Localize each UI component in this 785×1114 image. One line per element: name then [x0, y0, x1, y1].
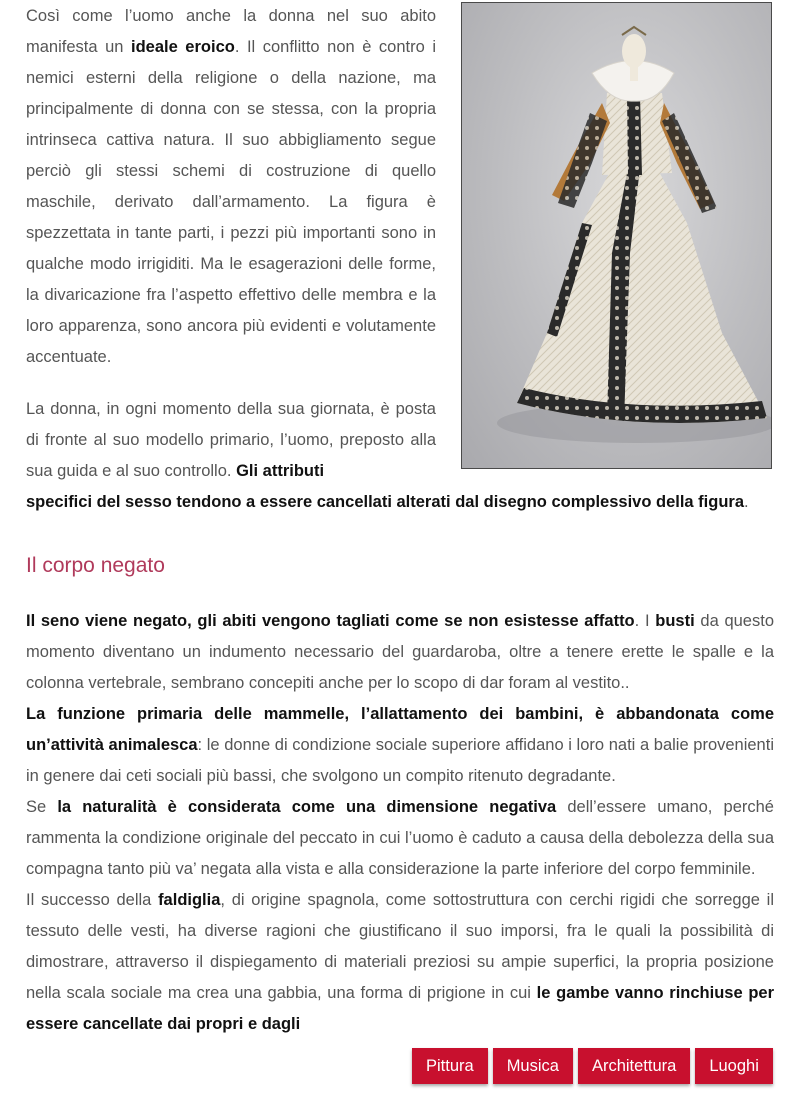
body-text-2: : le donne di condizione sociale superiore affidano i loro nati a balie provenienti in genere dai ceti sociali più bassi, che svolgono un compito ritenuto degradante.: [26, 736, 774, 785]
nav-button-architettura[interactable]: Architettura: [578, 1048, 690, 1084]
second-paragraph: [26, 394, 774, 518]
second-text-end: .: [744, 493, 749, 511]
body-text-1a: . I: [634, 612, 656, 630]
nav-button-luoghi[interactable]: Luoghi: [695, 1048, 773, 1084]
intro-paragraph: [26, 1, 436, 373]
body-bold-faldiglia: faldiglia: [158, 891, 221, 909]
second-bold-1: Gli attributi: [236, 462, 325, 480]
second-paragraph-lead: [26, 394, 436, 487]
intro-bold-ideale-eroico: ideale eroico: [130, 38, 235, 56]
body-text-3a: Se: [26, 798, 58, 816]
second-bold-2: specifici del sesso tendono a essere cancellati alterati dal disegno complessivo della figura: [26, 493, 745, 511]
body-paragraph-2: [26, 699, 774, 792]
body-paragraph-4: [26, 885, 774, 1040]
section-body: [26, 606, 774, 1040]
body-text-3b: dell’essere umano, perché rammenta la condizione originale del peccato in cui l’uomo è caduto a causa della debolezza della sua compagna tanto più va’ negata alla vista e alla considerazione la parte inferiore del corpo femminile.: [26, 798, 774, 878]
second-text-1: La donna, in ogni momento della sua giornata, è posta di fronte al suo modello primario, l’uomo, preposto alla sua guida e al suo controllo.: [26, 400, 436, 480]
body-text-4a: Il successo della: [26, 891, 159, 909]
body-bold-naturalita: la naturalità è considerata come una dimensione negativa: [57, 798, 557, 816]
intro-text-1: Così come l’uomo anche la donna nel suo abito manifesta un: [26, 7, 436, 56]
body-bold-mammelle: La funzione primaria delle mammelle, l’allattamento dei bambini, è abbandonata come un’attività animalesca: [26, 705, 774, 754]
body-bold-seno: Il seno viene negato, gli abiti vengono tagliati come se non esistesse affatto: [26, 612, 635, 630]
body-bold-busti: busti: [655, 612, 695, 630]
section-heading: Il corpo negato: [26, 554, 165, 577]
body-text-1b: da questo momento diventano un indumento necessario del guardaroba, oltre a tenere erette le spalle e la colonna vertebrale, sembrano concepiti anche per lo scopo di dar foram al vestito..: [26, 612, 774, 692]
body-bold-gambe: le gambe vanno rinchiuse per essere cancellate dai propri e dagli: [26, 984, 774, 1033]
intro-text-2: . Il conflitto non è contro i nemici esterni della religione o della nazione, ma principalmente di donna con se stessa, con la propria intrinseca cattiva natura. Il suo abbigliamento segue perciò gli stessi schemi di costruzione di quello maschile, derivato dall’armamento. La figura è spezzettata in tante parti, i pezzi più importanti sono in qualche modo irrigiditi. Ma le esagerazioni delle forme, la divaricazione fra l’aspetto effettivo delle membra e la loro apparenza, sono ancora più evidenti e volutamente accentuate.: [26, 38, 437, 366]
body-paragraph-3: [26, 792, 774, 885]
body-paragraph-1: [26, 606, 774, 699]
body-text-4b: , di origine spagnola, come sottostruttura con cerchi rigidi che sorregge il tessuto delle vesti, ha diverse ragioni che giustificano il suo imporsi, fra le quali la possibilità di dimostrare, attraverso il dispiegamento di materiali preziosi su ampie superfici, la propria posizione nella scala sociale ma crea una gabbia, una forma di prigione in cui: [26, 891, 774, 1002]
nav-button-musica[interactable]: Musica: [493, 1048, 573, 1084]
nav-button-pittura[interactable]: Pittura: [412, 1048, 488, 1084]
bottom-category-nav: [412, 1048, 773, 1084]
